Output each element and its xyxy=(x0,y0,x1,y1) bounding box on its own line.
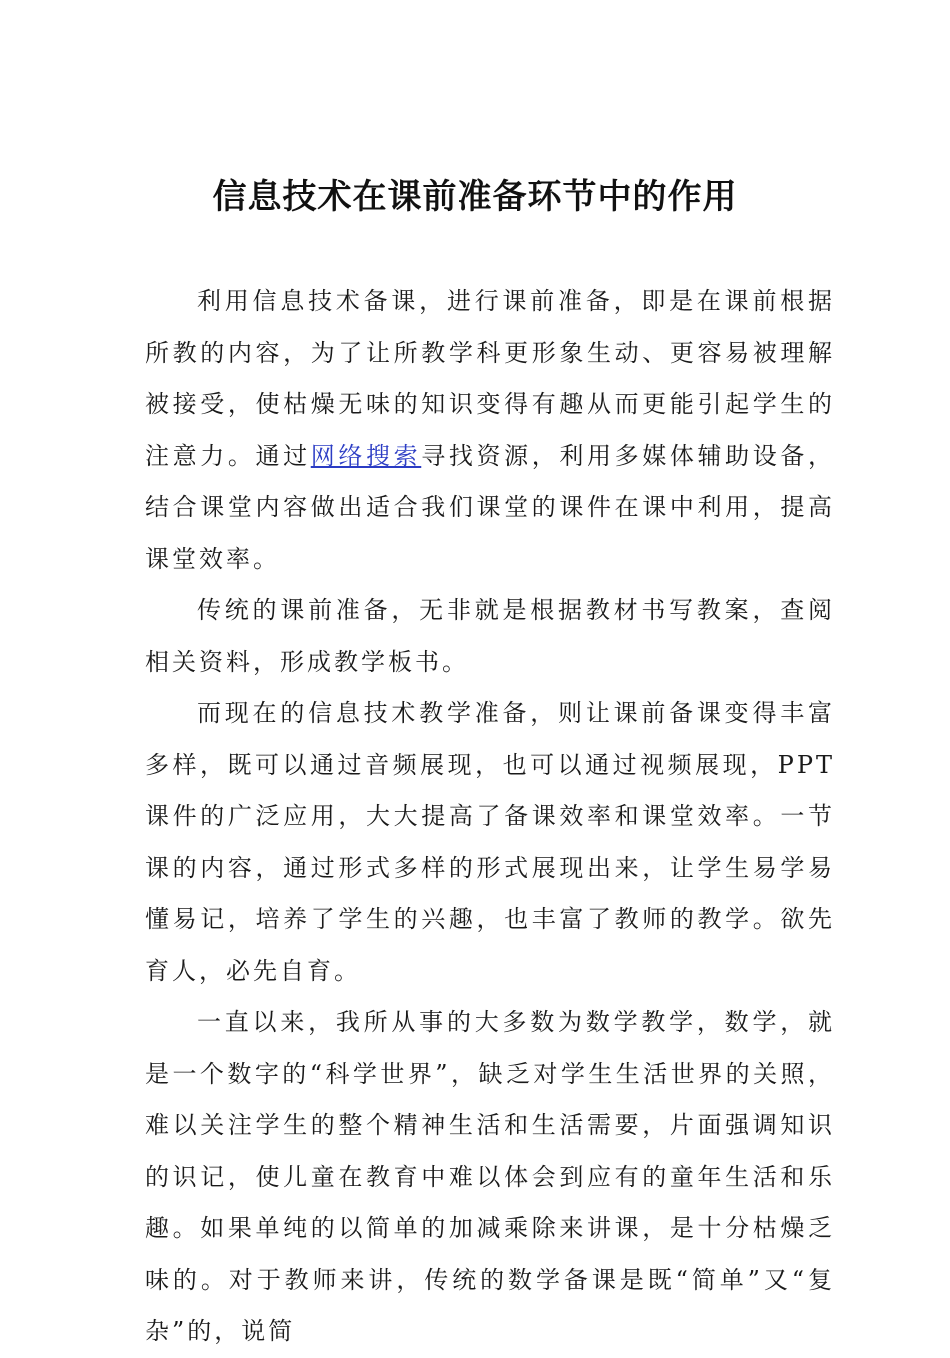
document-title: 信息技术在课前准备环节中的作用 xyxy=(212,177,738,217)
paragraph-1-text-before-link: 利用信息技术备课，进行课前准备，即是在课前根据所教的内容，为了让所教学科更形象生动、更容易被理解被接受，使枯燥无味的知识变得有趣从而更能引起学生的注意力。通过 xyxy=(145,287,835,470)
web-search-link[interactable]: 网络搜索 xyxy=(310,441,422,470)
paragraph-4: 一直以来，我所从事的大多数为数学教学，数学，就是一个数字的“科学世界”，缺乏对学生生活世界的关照，难以关注学生的整个精神生活和生活需要，片面强调知识的识记，使儿童在教育中难以体会到应有的童年生活和乐趣。如果单纯的以简单的加减乘除来讲课，是十分枯燥乏味的。对于教师来讲，传统的数学备课是既“简单”又“复杂”的，说简 xyxy=(145,1008,835,1345)
paragraph-3: 而现在的信息技术教学准备，则让课前备课变得丰富多样，既可以通过音频展现，也可以通过视频展现，PPT课件的广泛应用，大大提高了备课效率和课堂效率。一节课的内容，通过形式多样的形式展现出来，让学生易学易懂易记，培养了学生的兴趣，也丰富了教师的教学。欲先育人，必先自育。 xyxy=(145,699,835,985)
paragraph-2: 传统的课前准备，无非就是根据教材书写教案，查阅相关资料，形成教学板书。 xyxy=(145,596,835,676)
paragraph-1 xyxy=(145,276,835,585)
document-body xyxy=(145,276,835,1358)
paragraph-1-text-after-link: 寻找资源，利用多媒体辅助设备，结合课堂内容做出适合我们课堂的课件在课中利用，提高课堂效率。 xyxy=(145,441,835,573)
